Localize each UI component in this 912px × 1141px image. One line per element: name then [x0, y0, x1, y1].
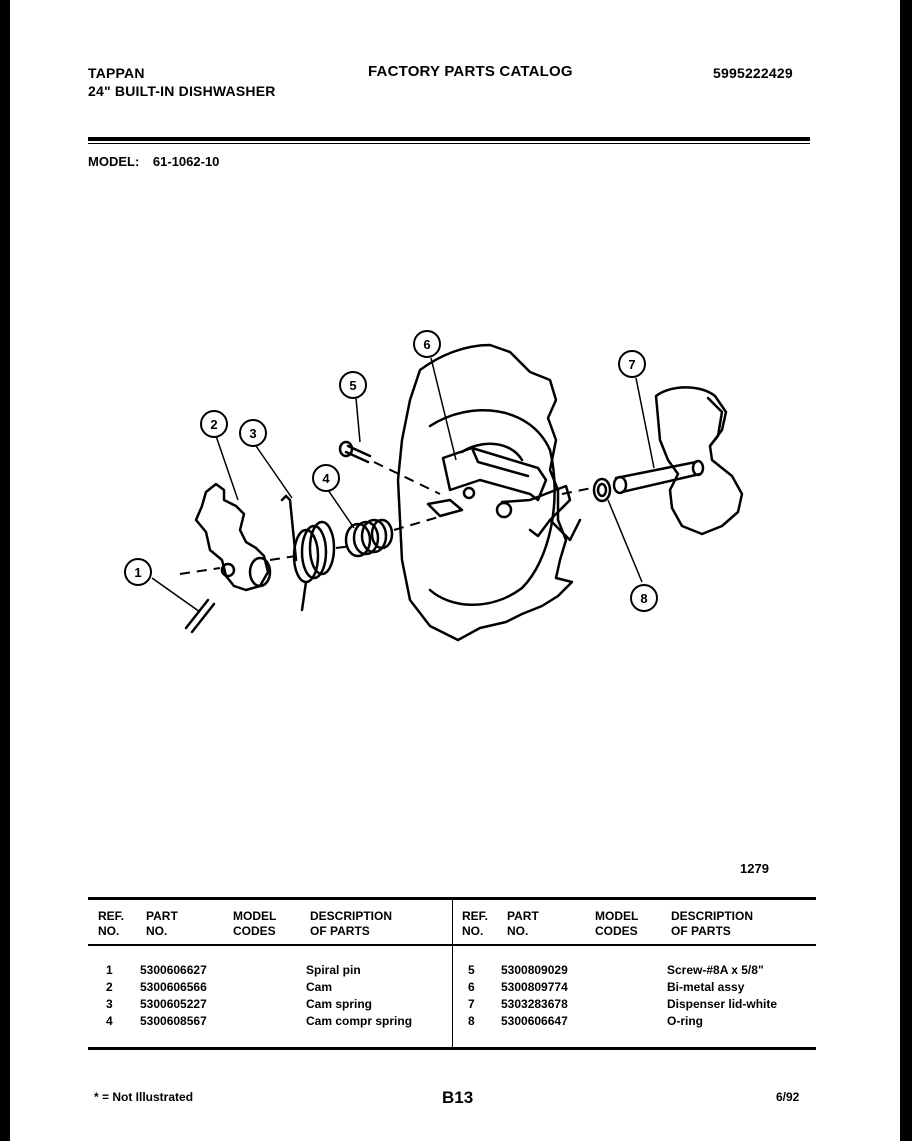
- model-label: MODEL:: [88, 154, 140, 169]
- svg-text:3: 3: [249, 426, 257, 441]
- left-row-2-part: 5300606566: [140, 980, 207, 994]
- left-row-1-ref: 1: [106, 963, 113, 977]
- right-header-model: MODEL CODES: [595, 909, 639, 938]
- brand-name: TAPPAN: [88, 65, 145, 81]
- right-row-3-ref: 7: [468, 997, 475, 1011]
- svg-text:8: 8: [640, 591, 648, 606]
- bimetal-assembly: [443, 448, 546, 500]
- catalog-title: FACTORY PARTS CATALOG: [368, 63, 573, 80]
- cam-spring: [282, 496, 334, 610]
- callout-3: [240, 420, 266, 446]
- svg-text:5: 5: [349, 378, 357, 393]
- table-rule-header: [88, 944, 816, 946]
- catalog-number: 5995222429: [713, 65, 793, 81]
- page-number: B13: [442, 1088, 474, 1107]
- callout-8: [631, 585, 657, 611]
- left-row-1-part: 5300606627: [140, 963, 207, 977]
- callout-2: [201, 411, 227, 437]
- right-row-2-part: 5300809774: [501, 980, 568, 994]
- callout-4: [313, 465, 339, 491]
- right-row-2-ref: 6: [468, 980, 475, 994]
- right-row-1-ref: 5: [468, 963, 475, 977]
- right-row-2-desc: Bi-metal assy: [667, 980, 745, 994]
- right-header-part: PART NO.: [507, 909, 539, 938]
- left-row-2-ref: 2: [106, 980, 113, 994]
- o-ring: [594, 479, 610, 501]
- lid-pin: [616, 462, 700, 492]
- catalog-page: [10, 0, 900, 1141]
- diagram-code: 1279: [740, 861, 769, 876]
- right-header-desc: DESCRIPTION OF PARTS: [671, 909, 754, 938]
- svg-text:7: 7: [628, 357, 636, 372]
- left-header-desc: DESCRIPTION OF PARTS: [310, 909, 393, 938]
- model-value: 61-1062-10: [152, 154, 220, 169]
- right-header-ref: REF. NO.: [462, 909, 489, 938]
- footnote: * = Not Illustrated: [94, 1090, 194, 1104]
- table-divider: [452, 897, 453, 1047]
- left-row-1-desc: Spiral pin: [306, 963, 361, 977]
- left-row-3-part: 5300605227: [140, 997, 207, 1011]
- product-name: 24" BUILT-IN DISHWASHER: [88, 83, 276, 99]
- left-header-model: MODEL CODES: [233, 909, 277, 938]
- right-row-3-part: 5303283678: [501, 997, 568, 1011]
- left-row-2-desc: Cam: [306, 980, 333, 994]
- right-row-1-part: 5300809029: [501, 963, 568, 977]
- left-row-4-desc: Cam compr spring: [306, 1014, 413, 1028]
- svg-text:6: 6: [423, 337, 431, 352]
- table-rule-bottom: [88, 1047, 816, 1050]
- svg-text:2: 2: [210, 417, 218, 432]
- revision-date: 6/92: [776, 1090, 800, 1104]
- svg-text:4: 4: [322, 471, 330, 486]
- exploded-parts-diagram: [10, 0, 900, 880]
- left-row-4-ref: 4: [106, 1014, 113, 1028]
- left-row-3-desc: Cam spring: [306, 997, 373, 1011]
- svg-text:1: 1: [134, 565, 142, 580]
- left-row-3-ref: 3: [106, 997, 113, 1011]
- right-row-1-desc: Screw-#8A x 5/8": [667, 963, 764, 977]
- left-header-ref: REF. NO.: [98, 909, 125, 938]
- cam: [196, 484, 270, 590]
- callout-6: [414, 331, 440, 357]
- callout-7: [619, 351, 645, 377]
- callout-5: [340, 372, 366, 398]
- right-row-3-desc: Dispenser lid-white: [667, 997, 778, 1011]
- right-row-4-part: 5300606647: [501, 1014, 568, 1028]
- left-row-4-part: 5300608567: [140, 1014, 207, 1028]
- right-row-4-ref: 8: [468, 1014, 475, 1028]
- right-row-4-desc: O-ring: [667, 1014, 703, 1028]
- callout-1: [125, 559, 151, 585]
- left-header-part: PART NO.: [146, 909, 178, 938]
